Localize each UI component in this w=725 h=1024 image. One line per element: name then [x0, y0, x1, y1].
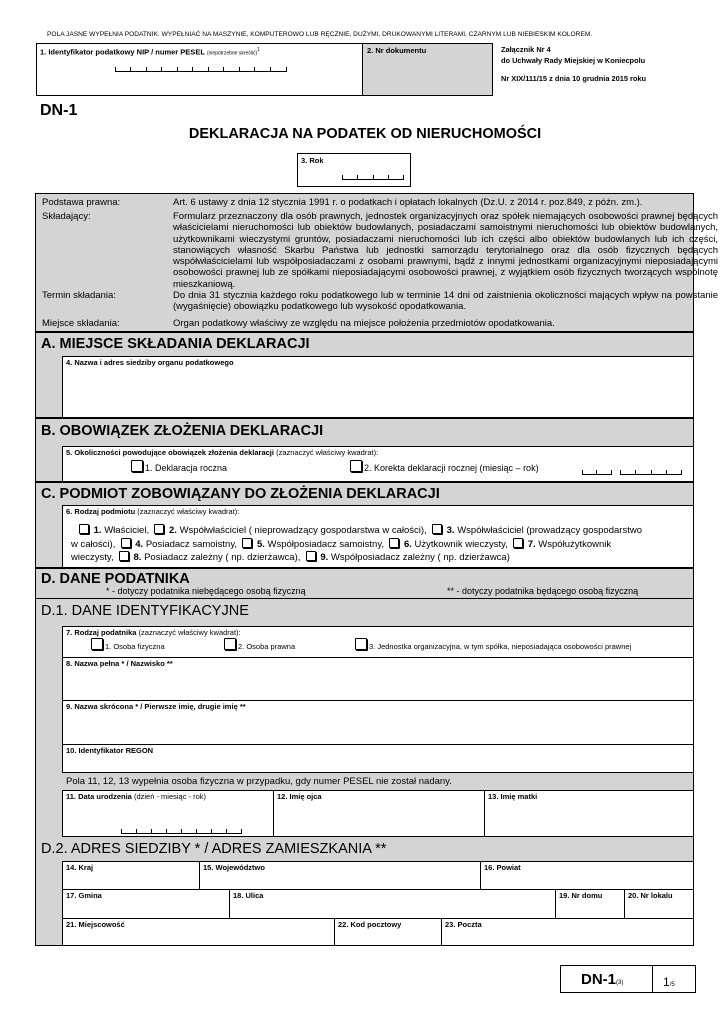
city-field[interactable] — [62, 918, 335, 946]
country-field[interactable] — [62, 861, 200, 890]
section-b-title: B. OBOWIĄZEK ZŁOŻENIA DEKLARACJI — [41, 423, 324, 439]
apartment-number-label: 20. Nr lokalu — [628, 891, 673, 900]
obligation-field — [62, 446, 694, 482]
section-a — [35, 332, 694, 418]
page-total: /5 — [669, 982, 675, 988]
father-name-field[interactable] — [273, 790, 485, 837]
taxpayer-type-hint: (zaznaczyć właściwy kwadrat): — [138, 628, 241, 637]
full-name-field[interactable] — [62, 657, 694, 701]
header-field-docnum — [362, 43, 493, 96]
obligation-label: 5. Okoliczności powodujące obowiązek złożenia deklaracji — [66, 448, 274, 457]
checkbox-icon[interactable] — [91, 638, 103, 650]
basis-text: Art. 6 ustawy z dnia 12 stycznia 1991 r. o podatkach i opłatach lokalnych (Dz.U. z 2014 r. poz.849, z późn. zm.). — [173, 197, 643, 208]
birth-date-ticks — [121, 828, 242, 834]
postal-code-field[interactable] — [334, 918, 442, 946]
checkbox-icon[interactable] — [224, 638, 236, 650]
deadline-label: Termin składania: — [42, 290, 116, 301]
filer-label: Składający: — [42, 211, 91, 222]
checkbox-icon[interactable] — [432, 524, 442, 534]
entity-opt-6[interactable]: 6. Użytkownik wieczysty, — [389, 539, 507, 550]
regon-label: 10. Identyfikator REGON — [66, 746, 154, 755]
house-number-field[interactable] — [555, 889, 625, 919]
corr-year-ticks — [620, 469, 682, 475]
postal-code-label: 22. Kod pocztowy — [338, 920, 402, 929]
commune-label: 17. Gmina — [66, 891, 102, 900]
section-b — [35, 418, 694, 482]
legal-info — [35, 193, 718, 332]
page-title: DEKLARACJA NA PODATEK OD NIERUCHOMOŚCI — [188, 126, 542, 142]
obligation-hint: (zaznaczyć właściwy kwadrat): — [276, 448, 379, 457]
birth-date-hint: (dzień - miesiąc - rok) — [133, 792, 207, 801]
taxpayer-type-label: 7. Rodzaj podatnika — [66, 628, 137, 637]
taxpayer-type-field — [62, 626, 694, 658]
section-d-title: D. DANE PODATNIKA — [41, 571, 190, 587]
entity-row-2 — [71, 538, 611, 550]
nip-sup: 1 — [257, 47, 260, 53]
organ-label: 4. Nazwa i adres siedziby organu podatkowego — [66, 358, 234, 367]
birth-date-field[interactable] — [62, 790, 274, 837]
checkbox-icon[interactable] — [355, 638, 367, 650]
entity-opt-7-cont: wieczysty, — [71, 552, 114, 563]
voivodeship-label: 15. Województwo — [203, 863, 265, 872]
year-ticks — [342, 174, 404, 180]
street-label: 18. Ulica — [233, 891, 264, 900]
organ-field[interactable] — [62, 356, 694, 418]
house-number-label: 19. Nr domu — [559, 891, 603, 900]
full-name-label: 8. Nazwa pełna * / Nazwisko ** — [66, 659, 173, 668]
checkbox-icon[interactable] — [350, 460, 362, 472]
apartment-number-field[interactable] — [624, 889, 694, 919]
entity-opt-7[interactable]: 7. Współużytkownik — [513, 539, 611, 550]
footer-version: (3) — [616, 980, 624, 986]
checkbox-icon[interactable] — [242, 538, 252, 548]
note-legal-person: * - dotyczy podatnika niebędącego osobą fizyczną — [106, 586, 306, 596]
checkbox-icon[interactable] — [79, 524, 89, 534]
section-c — [35, 482, 694, 568]
form-code: DN-1 — [40, 102, 78, 119]
taxpayer-opt-2[interactable]: 2. Osoba prawna — [224, 638, 295, 651]
checkbox-icon[interactable] — [154, 524, 164, 534]
d2-title: D.2. ADRES SIEDZIBY * / ADRES ZAMIESZKANIA ** — [41, 841, 387, 857]
street-field[interactable] — [229, 889, 556, 919]
entity-opt-2[interactable]: 2. Współwłaściciel ( nieprowadzący gospodarstwa w całości), — [154, 525, 426, 536]
entity-row-1 — [79, 524, 642, 536]
month-ticks — [582, 469, 612, 475]
checkbox-icon[interactable] — [131, 460, 143, 472]
basis-label: Podstawa prawna: — [42, 197, 121, 208]
pesel-note: Pola 11, 12, 13 wypełnia osoba fizyczna w przypadku, gdy numer PESEL nie został nadany. — [66, 776, 452, 787]
entity-opt-1[interactable]: 1. Właściciel, — [79, 525, 149, 536]
checkbox-icon[interactable] — [121, 538, 131, 548]
birth-date-label: 11. Data urodzenia — [66, 792, 132, 801]
checkbox-icon[interactable] — [306, 551, 316, 561]
note-natural-person: ** - dotyczy podatnika będącego osobą fizyczną — [447, 586, 639, 596]
short-name-field[interactable] — [62, 700, 694, 745]
city-label: 21. Miejscowość — [66, 920, 125, 929]
regon-field[interactable] — [62, 744, 694, 773]
entity-row-3 — [71, 551, 510, 563]
mother-name-label: 13. Imię matki — [488, 792, 538, 801]
place-text: Organ podatkowy właściwy ze względu na miejsce położenia przedmiotów opodatkowania. — [173, 318, 555, 329]
header-field-nip[interactable] — [36, 43, 363, 96]
voivodeship-field[interactable] — [199, 861, 481, 890]
year-label: 3. Rok — [301, 156, 324, 165]
annex-line3: Nr XIX/111/15 z dnia 10 grudnia 2015 roku — [501, 74, 647, 83]
section-c-title: C. PODMIOT ZOBOWIĄZANY DO ZŁOŻENIA DEKLARACJI — [41, 486, 440, 502]
taxpayer-opt-1[interactable]: 1. Osoba fizyczna — [91, 638, 165, 651]
checkbox-icon[interactable] — [389, 538, 399, 548]
nip-note: (niepotrzebne skreślić) — [206, 50, 258, 57]
d1-title: D.1. DANE IDENTYFIKACYJNE — [41, 603, 249, 619]
annex-line1: Załącznik Nr 4 — [501, 45, 551, 54]
post-office-label: 23. Poczta — [445, 920, 482, 929]
option-correction[interactable] — [350, 460, 539, 473]
entity-opt-4[interactable]: 4. Posiadacz samoistny, — [121, 539, 237, 550]
year-field[interactable] — [297, 153, 411, 187]
deadline-text: Do dnia 31 stycznia każdego roku podatkowego lub w terminie 14 dni od zaistnienia okoliczności mających wpływ na powstanie (wygaśnięcie) obowiązku podatkowego lub wysokość opodatkowania. — [173, 290, 718, 313]
mother-name-field[interactable] — [484, 790, 694, 837]
page-number: 1/5 — [663, 975, 675, 989]
entity-opt-8[interactable]: 8. Posiadacz zależny ( np. dzierżawca), — [119, 552, 301, 563]
checkbox-icon[interactable] — [119, 551, 129, 561]
footer-code-box — [560, 965, 696, 993]
checkbox-icon[interactable] — [513, 538, 523, 548]
country-label: 14. Kraj — [66, 863, 94, 872]
option-annual-label: 1. Deklaracja roczna — [145, 463, 228, 473]
entity-opt-3-cont: w całości), — [71, 539, 116, 550]
taxpayer-opt-3[interactable]: 3. Jednostka organizacyjna, w tym spółka, nieposiadająca osobowości prawnej — [355, 638, 631, 651]
place-label: Miejsce składania: — [42, 318, 120, 329]
father-name-label: 12. Imię ojca — [277, 792, 322, 801]
entity-type-field — [62, 505, 694, 568]
district-label: 16. Powiat — [484, 863, 521, 872]
nip-label: 1. Identyfikator podatkowy NIP / numer PESEL — [40, 47, 205, 57]
top-note: POLA JASNE WYPEŁNIA PODATNIK. WYPEŁNIAĆ NA MASZYNIE, KOMPUTEROWO LUB RĘCZNIE, DUŻYMI, DRUKOWANYMI LITERAMI, CZARNYM LUB NIEBIESKIM KOLOREM. — [47, 31, 593, 38]
entity-type-label: 6. Rodzaj podmiotu — [66, 507, 136, 516]
district-field[interactable] — [480, 861, 694, 890]
entity-opt-3[interactable]: 3. Współwłaściciel (prowadzący gospodarstwo — [432, 525, 642, 536]
post-office-field[interactable] — [441, 918, 694, 946]
nip-ticks — [115, 66, 287, 72]
entity-opt-5[interactable]: 5. Współposiadacz samoistny, — [242, 539, 384, 550]
section-d — [35, 568, 694, 946]
entity-type-hint: (zaznaczyć właściwy kwadrat): — [137, 507, 240, 516]
section-a-title: A. MIEJSCE SKŁADANIA DEKLARACJI — [41, 336, 310, 352]
annex-line2: do Uchwały Rady Miejskiej w Koniecpolu — [501, 56, 646, 65]
filer-text: Formularz przeznaczony dla osób prawnych, jednostek organizacyjnych oraz spółek niemających osobowości prawnej będących właścicielami nieruchomości lub obiektów budowlanych, posiadaczami samoistnymi nieruchomości lub obiektów budowlanych, użytkownikami wieczystymi gruntów, posiadaczami nieruchomości lub ich części albo obiektów budowlanych lub ich części, stanowiących własność Skarbu Państwa lub jednostki samorządu terytorialnego oraz dla osób fizycznych będących współwłaścicielami lub współposiadaczami z osobami prawnymi, bądź z innymi jednostkami organizacyjnymi nieposiadającymi osobowości prawnej lub ze spółkami nieposiadającymi osobowości prawnej, z wyjątkiem osób fizycznych tworzących wspólnotę mieszkaniową. — [173, 211, 718, 290]
option-annual[interactable] — [131, 460, 227, 473]
option-correction-label: 2. Korekta deklaracji rocznej (miesiąc – rok) — [364, 463, 539, 473]
footer-code: DN-1(3) — [581, 971, 624, 988]
entity-opt-9[interactable]: 9. Współposiadacz zależny ( np. dzierżawca) — [306, 552, 510, 563]
commune-field[interactable] — [62, 889, 230, 919]
short-name-label: 9. Nazwa skrócona * / Pierwsze imię, drugie imię ** — [66, 702, 246, 711]
annex-info — [501, 44, 646, 84]
docnum-label: 2. Nr dokumentu — [367, 46, 427, 55]
